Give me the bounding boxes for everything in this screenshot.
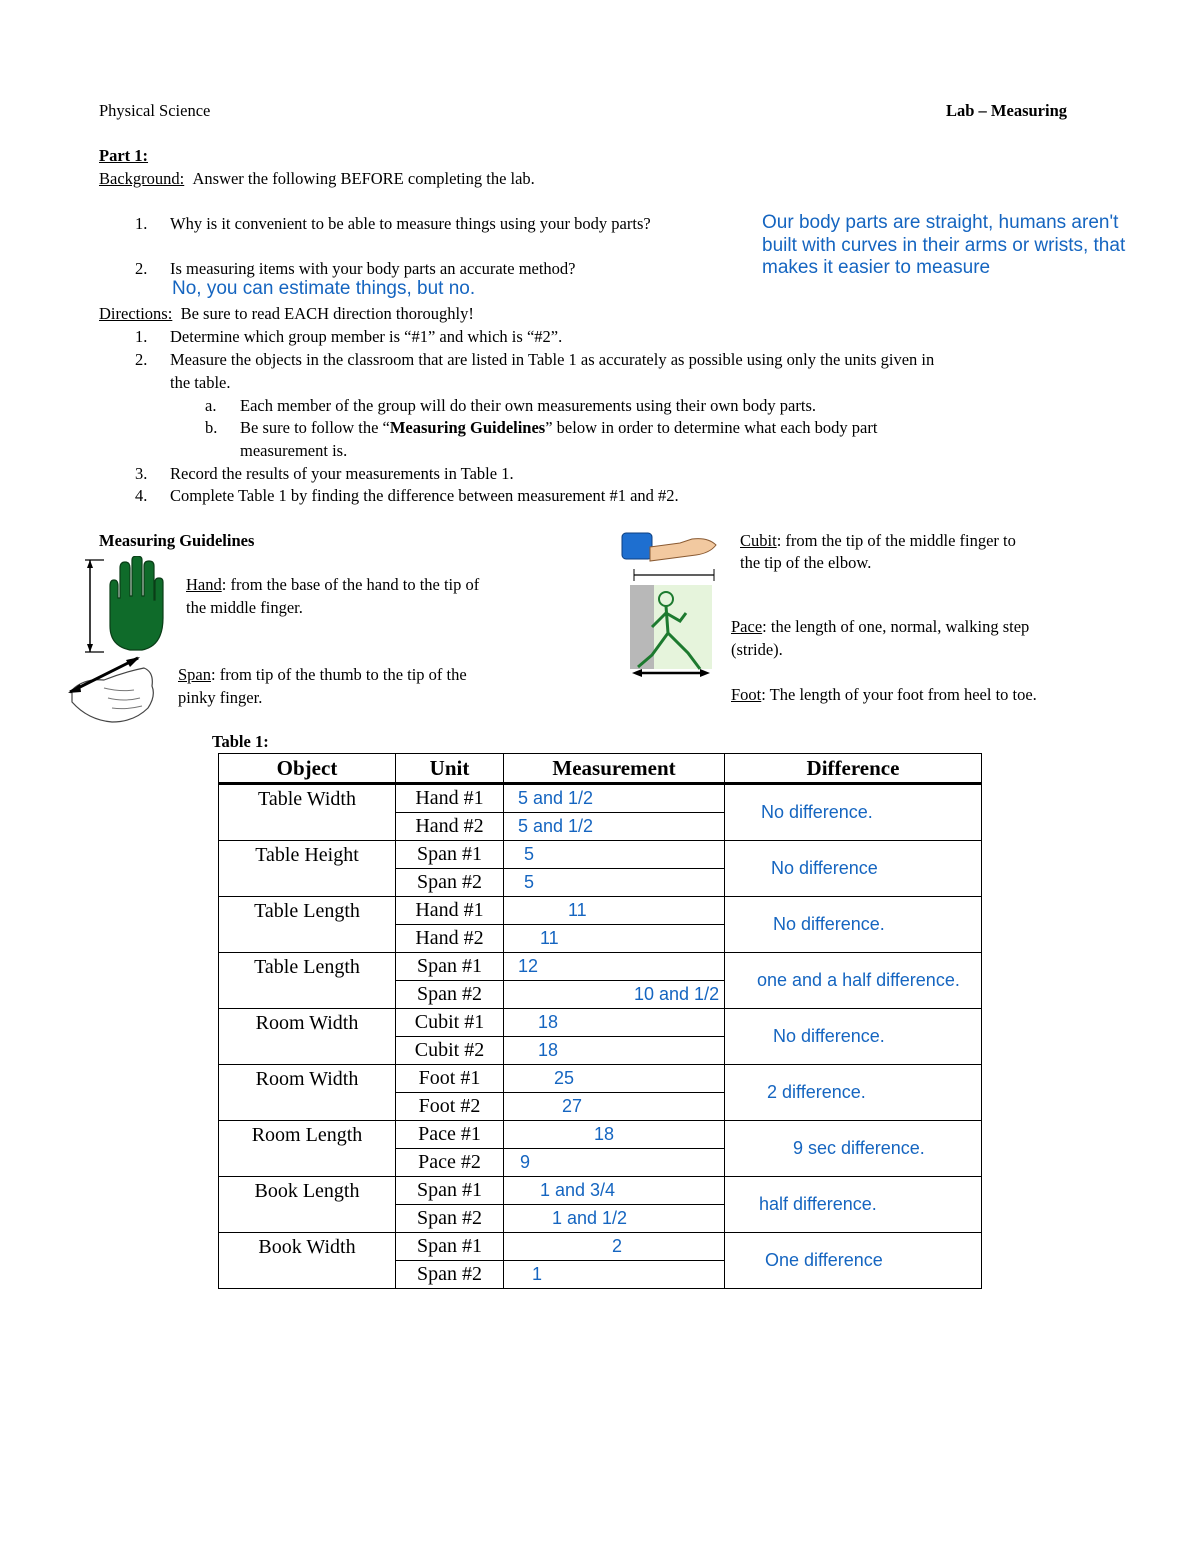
measurement-cell xyxy=(504,869,725,897)
hand-icon xyxy=(82,556,174,656)
header-difference: Difference xyxy=(725,754,982,784)
unit-cell: Cubit #2 xyxy=(396,1037,504,1065)
table-row xyxy=(219,784,982,813)
step-number: 4. xyxy=(135,486,148,505)
difference-cell xyxy=(725,841,982,897)
difference-value: No difference. xyxy=(773,914,885,934)
measurement-cell xyxy=(504,925,725,953)
cubit-definition xyxy=(740,531,1016,551)
table-row xyxy=(219,1065,982,1093)
question-1-number: 1. xyxy=(135,214,148,233)
answer-1 xyxy=(762,212,1125,280)
lab-title: Lab – Measuring xyxy=(946,101,1068,120)
unit-cell: Hand #1 xyxy=(396,784,504,813)
step-number: 3. xyxy=(135,464,148,483)
difference-cell xyxy=(725,1121,982,1177)
measurement-value: 5 xyxy=(524,844,535,864)
question-2-number: 2. xyxy=(135,259,148,278)
measurement-cell xyxy=(504,813,725,841)
step-number: 2. xyxy=(135,350,148,369)
question-2: Is measuring items with your body parts an accurate method? xyxy=(170,259,576,278)
span-desc: : from tip of the thumb to the tip of the xyxy=(211,665,467,684)
step-2a: Each member of the group will do their own measurements using their own body parts. xyxy=(240,396,816,415)
answer-1-line: makes it easier to measure xyxy=(762,257,991,278)
directions-text: Be sure to read EACH direction thoroughly! xyxy=(180,304,474,323)
measurement-value: 18 xyxy=(538,1040,559,1060)
guidelines-title: Measuring Guidelines xyxy=(99,531,255,550)
span-term: Span xyxy=(178,665,211,684)
unit-cell: Span #2 xyxy=(396,1261,504,1289)
unit-cell: Hand #2 xyxy=(396,925,504,953)
difference-cell xyxy=(725,897,982,953)
difference-value: 9 sec difference. xyxy=(793,1138,925,1158)
table-row xyxy=(219,953,982,981)
measurement-cell xyxy=(504,1205,725,1233)
background-line xyxy=(99,169,535,189)
unit-cell: Hand #1 xyxy=(396,897,504,925)
step-number: a. xyxy=(205,396,217,415)
directions-label: Directions: xyxy=(99,304,173,323)
difference-value: 2 difference. xyxy=(767,1082,866,1102)
unit-cell: Span #2 xyxy=(396,1205,504,1233)
measurement-value: 1 xyxy=(532,1264,543,1284)
hand-desc: : from the base of the hand to the tip of xyxy=(221,575,480,594)
object-cell: Room Width xyxy=(219,1009,396,1065)
step-2b-continued: measurement is. xyxy=(240,441,348,460)
measurement-cell xyxy=(504,981,725,1009)
difference-value: one and a half difference. xyxy=(757,970,960,990)
measurement-value: 1 and 3/4 xyxy=(540,1180,616,1200)
measurement-cell xyxy=(504,1149,725,1177)
course-name: Physical Science xyxy=(99,101,211,120)
object-cell: Table Length xyxy=(219,953,396,1009)
measurement-cell xyxy=(504,1233,725,1261)
measurement-cell xyxy=(504,1261,725,1289)
difference-value: No difference xyxy=(771,858,878,878)
measurement-value: 12 xyxy=(518,956,539,976)
measurement-cell xyxy=(504,841,725,869)
step-2b-bold: Measuring Guidelines xyxy=(389,418,546,437)
object-cell: Book Width xyxy=(219,1233,396,1289)
step-3: Record the results of your measurements in Table 1. xyxy=(170,464,514,483)
measurement-value: 9 xyxy=(520,1152,531,1172)
table-header-row xyxy=(219,754,982,784)
cubit-desc: : from the tip of the middle finger to xyxy=(776,531,1016,550)
step-2b-pre: Be sure to follow the “ xyxy=(240,418,390,437)
measurement-value: 5 and 1/2 xyxy=(518,788,594,808)
measurement-cell xyxy=(504,1121,725,1149)
unit-cell: Pace #2 xyxy=(396,1149,504,1177)
measurement-value: 18 xyxy=(538,1012,559,1032)
unit-cell: Span #2 xyxy=(396,869,504,897)
step-2b xyxy=(240,418,877,438)
foot-term: Foot xyxy=(731,685,762,704)
measurement-value: 1 and 1/2 xyxy=(552,1208,628,1228)
hand-definition-cont: the middle finger. xyxy=(186,598,303,617)
unit-cell: Pace #1 xyxy=(396,1121,504,1149)
pace-definition xyxy=(731,617,1029,637)
measurement-cell xyxy=(504,1093,725,1121)
header-object: Object xyxy=(219,754,396,784)
table-row xyxy=(219,1009,982,1037)
cubit-icon xyxy=(620,525,720,581)
step-2: Measure the objects in the classroom that are listed in Table 1 as accurately as possible using only the units given in xyxy=(170,350,935,369)
difference-value: No difference. xyxy=(761,802,873,822)
unit-cell: Span #2 xyxy=(396,981,504,1009)
measurement-cell xyxy=(504,784,725,813)
foot-definition xyxy=(731,685,1037,705)
measurement-cell xyxy=(504,1177,725,1205)
measurement-cell xyxy=(504,1065,725,1093)
measurement-value: 5 and 1/2 xyxy=(518,816,594,836)
difference-value: half difference. xyxy=(759,1194,877,1214)
difference-cell xyxy=(725,1177,982,1233)
hand-definition xyxy=(186,575,479,595)
span-definition xyxy=(178,665,467,685)
unit-cell: Cubit #1 xyxy=(396,1009,504,1037)
measurement-value: 27 xyxy=(562,1096,583,1116)
measurement-value: 5 xyxy=(524,872,535,892)
difference-cell xyxy=(725,1233,982,1289)
difference-cell xyxy=(725,784,982,841)
measurement-cell xyxy=(504,1009,725,1037)
object-cell: Table Length xyxy=(219,897,396,953)
difference-value: No difference. xyxy=(773,1026,885,1046)
answer-1-line: built with curves in their arms or wrists, that xyxy=(762,234,1126,256)
difference-cell xyxy=(725,1065,982,1121)
span-icon xyxy=(64,650,164,726)
unit-cell: Foot #1 xyxy=(396,1065,504,1093)
pace-icon xyxy=(628,583,714,679)
part-heading: Part 1: xyxy=(99,146,149,165)
step-4: Complete Table 1 by finding the difference between measurement #1 and #2. xyxy=(170,486,679,505)
cubit-term: Cubit xyxy=(740,531,777,550)
difference-cell xyxy=(725,1009,982,1065)
hand-term: Hand xyxy=(186,575,222,594)
difference-value: One difference xyxy=(765,1250,883,1270)
object-cell: Room Width xyxy=(219,1065,396,1121)
step-2-continued: the table. xyxy=(170,373,231,392)
unit-cell: Span #1 xyxy=(396,1177,504,1205)
table-body xyxy=(219,784,982,1289)
foot-desc: : The length of your foot from heel to toe. xyxy=(761,685,1037,704)
pace-definition-cont: (stride). xyxy=(731,640,783,659)
cubit-definition-cont: the tip of the elbow. xyxy=(740,553,872,572)
unit-cell: Hand #2 xyxy=(396,813,504,841)
measurement-value: 18 xyxy=(594,1124,615,1144)
table-row xyxy=(219,1177,982,1205)
answer-1-line: Our body parts are straight, humans aren't xyxy=(762,212,1119,233)
pace-desc: : the length of one, normal, walking step xyxy=(762,617,1030,636)
table-row xyxy=(219,897,982,925)
measurement-value: 11 xyxy=(540,928,559,948)
measurement-cell xyxy=(504,897,725,925)
object-cell: Table Height xyxy=(219,841,396,897)
measurement-value: 2 xyxy=(612,1236,623,1256)
object-cell: Book Length xyxy=(219,1177,396,1233)
difference-cell xyxy=(725,953,982,1009)
table-caption: Table 1: xyxy=(212,732,269,751)
table-row xyxy=(219,1121,982,1149)
header-unit: Unit xyxy=(396,754,504,784)
step-number: 1. xyxy=(135,327,148,346)
unit-cell: Span #1 xyxy=(396,841,504,869)
step-1: Determine which group member is “#1” and which is “#2”. xyxy=(170,327,563,346)
pace-term: Pace xyxy=(731,617,763,636)
unit-cell: Span #1 xyxy=(396,953,504,981)
unit-cell: Foot #2 xyxy=(396,1093,504,1121)
step-2b-post: ” below in order to determine what each body part xyxy=(545,418,878,437)
measurement-cell xyxy=(504,1037,725,1065)
header-measurement: Measurement xyxy=(504,754,725,784)
span-definition-cont: pinky finger. xyxy=(178,688,263,707)
question-1: Why is it convenient to be able to measure things using your body parts? xyxy=(170,214,651,233)
object-cell: Table Width xyxy=(219,784,396,841)
table-row xyxy=(219,1233,982,1261)
step-number: b. xyxy=(205,418,218,437)
measurement-cell xyxy=(504,953,725,981)
background-text: Answer the following BEFORE completing the lab. xyxy=(192,169,535,188)
measurement-value: 10 and 1/2 xyxy=(634,984,720,1004)
directions-line xyxy=(99,304,474,324)
object-cell: Room Length xyxy=(219,1121,396,1177)
unit-cell: Span #1 xyxy=(396,1233,504,1261)
answer-2: No, you can estimate things, but no. xyxy=(172,278,476,299)
measurement-table xyxy=(218,753,982,1289)
background-label: Background: xyxy=(99,169,185,188)
measurement-value: 11 xyxy=(568,900,587,920)
table-row xyxy=(219,841,982,869)
measurement-value: 25 xyxy=(554,1068,575,1088)
